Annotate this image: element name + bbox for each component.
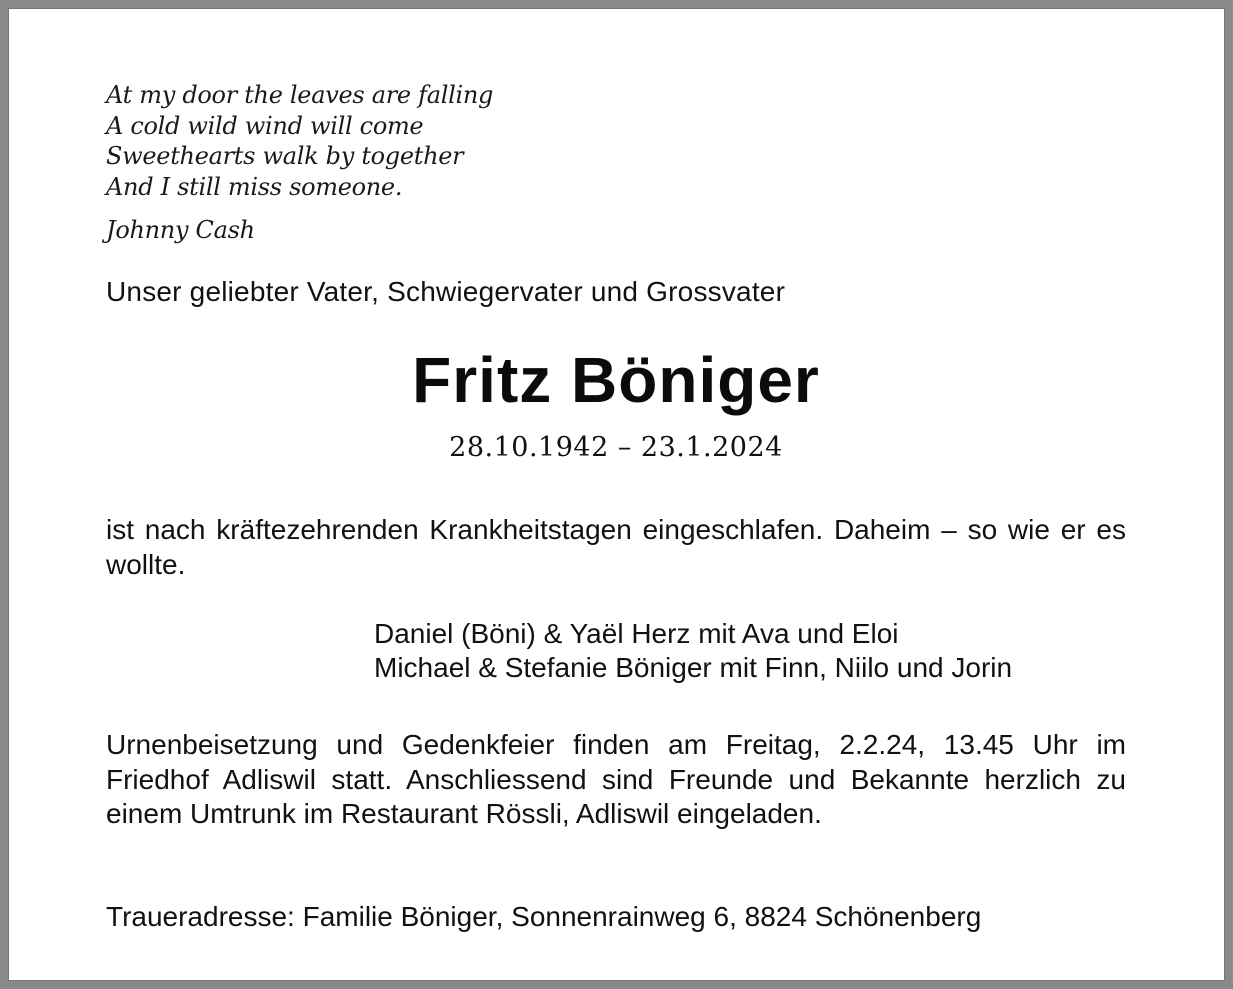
poem-line: At my door the leaves are falling bbox=[106, 81, 494, 109]
poem bbox=[106, 80, 493, 202]
poem-line: And I still miss someone. bbox=[106, 172, 403, 201]
life-dates: 28.10.1942 – 23.1.2024 bbox=[449, 432, 783, 463]
family-member-line: Daniel (Böni) & Yaël Herz mit Ava und Eloi bbox=[374, 618, 899, 649]
poem-line: A cold wild wind will come bbox=[106, 111, 424, 140]
ceremony-info: Urnenbeisetzung und Gedenkfeier finden am Freitag, 2.2.24, 13.45 Uhr im Friedhof Adliswil statt. Anschliessend sind Freunde und Bekannte herzlich zu einem Umtrunk im Restaurant Rössli, Adliswil eingeladen. bbox=[106, 729, 1126, 829]
obituary-page bbox=[8, 8, 1225, 981]
family-member-line: Michael & Stefanie Böniger mit Finn, Niilo und Jorin bbox=[374, 652, 1013, 683]
family-list bbox=[374, 617, 1012, 685]
mourning-address: Traueradresse: Familie Böniger, Sonnenrainweg 6, 8824 Schönenberg bbox=[106, 901, 982, 932]
death-message: ist nach kräftezehrenden Krankheitstagen eingeschlafen. Daheim – so wie er es wollte. bbox=[106, 514, 1126, 580]
intro-text: Unser geliebter Vater, Schwiegervater und Grossvater bbox=[106, 276, 786, 307]
poem-author: Johnny Cash bbox=[106, 216, 255, 244]
deceased-name: Fritz Böniger bbox=[412, 344, 820, 416]
poem-line: Sweethearts walk by together bbox=[106, 142, 464, 170]
